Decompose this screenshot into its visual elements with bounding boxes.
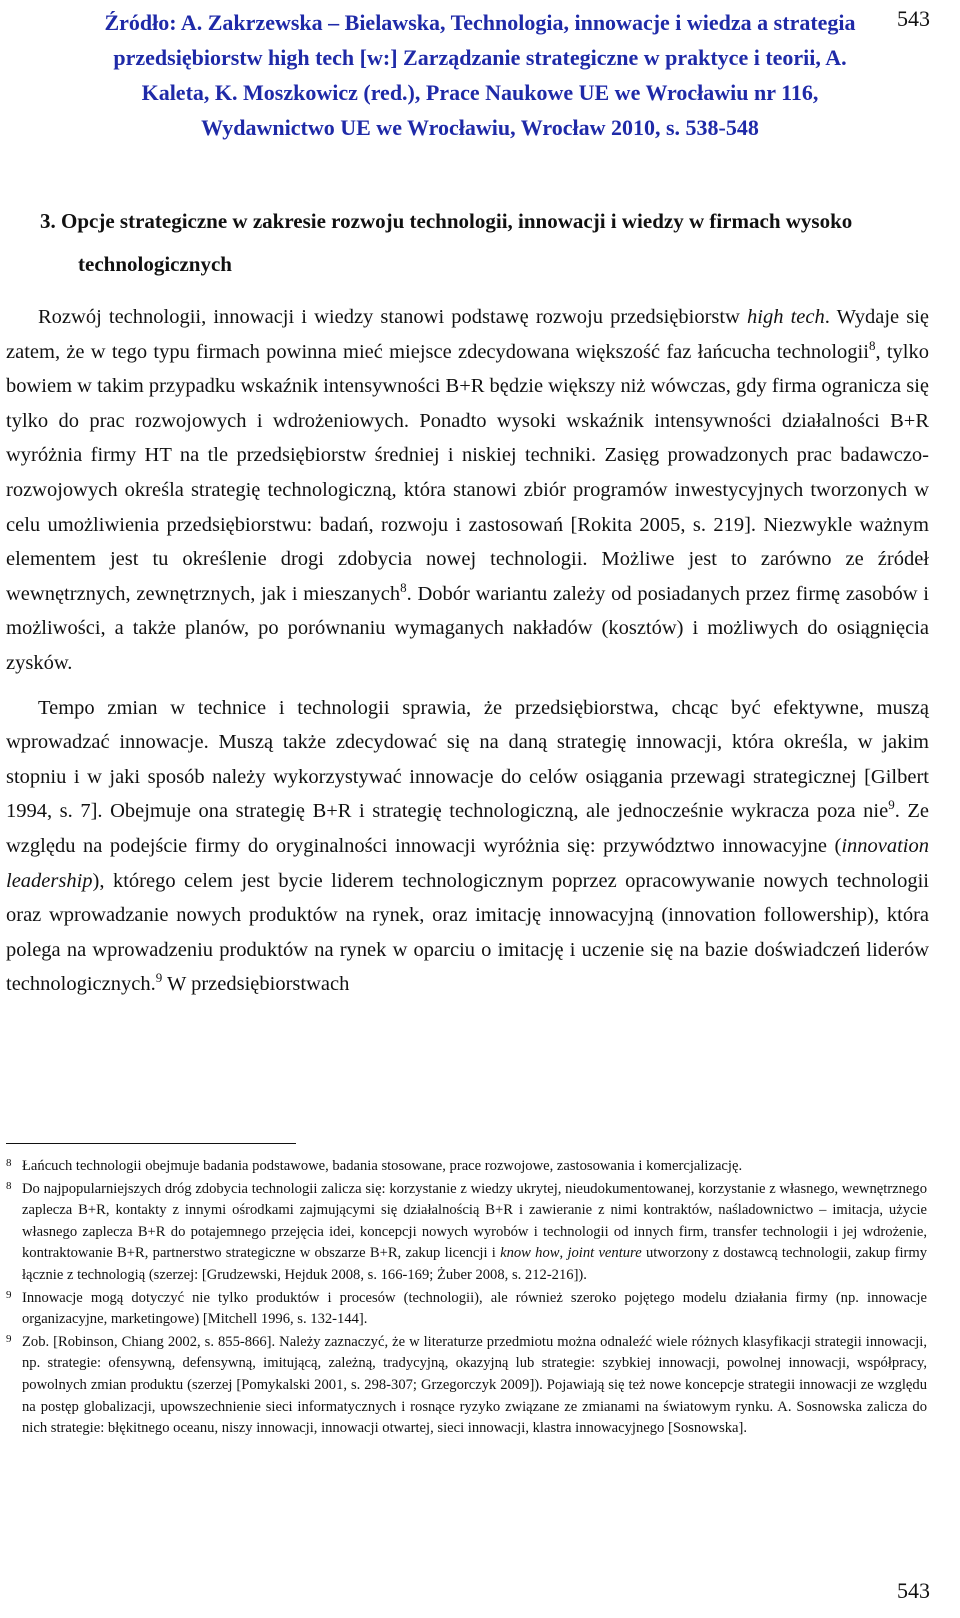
footnote-ref[interactable]: 8	[400, 579, 407, 595]
footnote-ref[interactable]: 9	[888, 797, 895, 813]
page-number-top: 543	[897, 6, 930, 31]
text-run: Rozwój technologii, innowacji i wiedzy stanowi podstawę rozwoju przedsiębiorstw	[38, 306, 748, 328]
source-line: Kaleta, K. Moszkowicz (red.), Prace Naukowe UE we Wrocławiu nr 116,	[141, 80, 819, 105]
footnote-mark: 9	[6, 1288, 12, 1301]
text-run: joint venture	[567, 1245, 642, 1262]
text-run: utworzony z dostawcą technologii, zakup firmy łącznie z technologią (szerzej: [Grudzewski, Hejduk 2008, s. 166-169; Żuber 2008, s. 212-216]).	[22, 1245, 928, 1283]
footnote-ref[interactable]: 8	[868, 337, 876, 353]
footnote-divider	[6, 1143, 296, 1144]
source-line: Wydawnictwo UE we Wrocławiu, Wrocław 2010, s. 538-548	[201, 115, 759, 140]
paragraph	[6, 300, 929, 681]
page-number-bottom: 543	[897, 1578, 930, 1603]
text-run: Łańcuch technologii obejmuje badania podstawowe, badania stosowane, prace rozwojowe, zastosowania i komercjalizację.	[22, 1158, 743, 1174]
source-line: przedsiębiorstw high tech [w:] Zarządzanie strategiczne w praktyce i teorii, A.	[113, 45, 847, 70]
footnote	[6, 1156, 927, 1178]
text-run: , tylko bowiem w takim przypadku wskaźnik intensywności B+R będzie większy niż wówczas, gdy firma ogranicza się tylko do prac rozwojowych i wdrożeniowych. Ponadto wysoki wskaźnik intensywności działalności B+R wyróżnia firmy HT na tle przedsiębiorstw średniej i niskiej techniki. Zasięg prowadzonych prac badawczo-rozwojowych określa strategię technologiczną, która stanowi zbiór programów inwestycyjnych tworzonych w celu umożliwienia przedsiębiorstwu: badań, rozwoju i zastosowań [Rokita 2005, s. 219]. Niezwykle ważnym elementem jest tu określenie drogi zdobycia nowej technologii. Możliwe jest to zarówno ze źródeł wewnętrznych, zewnętrznych, jak i mieszanych	[6, 340, 929, 605]
footnotes	[6, 1156, 927, 1441]
section-title: Opcje strategiczne w zakresie rozwoju technologii, innowacji i wiedzy w firmach wysoko technologicznych	[61, 209, 853, 276]
section-number: 3.	[40, 209, 56, 233]
source-citation	[0, 5, 960, 145]
text-run: innovation leadership	[6, 834, 929, 892]
text-run: ,	[559, 1245, 568, 1262]
text-run: Zob. [Robinson, Chiang 2002, s. 855-866]. Należy zaznaczyć, że w literaturze przedmiotu można odnaleźć wiele różnych klasyfikacji strategii innowacji, np. strategie: ofensywną, defensywną, imitującą, zależną, tradycyjną, okazyjną lub strategie: szybkiej innowacji, powolnej innowacji, współpracy, powolnych zmian produktu (szerzej [Pomykalski 2001, s. 298-307; Grzegorczyk 2009]). Pojawiają się też nowe koncepcje strategii innowacji ze względu na postęp globalizacji, upowszechnienie sieci informatycznych i rosnące ryzyko związane ze zmianami na światowym rynku. A. Sosnowska zalicza do nich strategie: błękitnego oceanu, niszy innowacji, innowacji otwartej, sieci innowacji, klastra innowacyjnego [Sosnowska].	[22, 1333, 927, 1437]
footnote	[6, 1179, 927, 1287]
text-run: high tech	[747, 306, 825, 328]
text-run: Tempo zmian w technice i technologii sprawia, że przedsiębiorstwa, chcąc być efektywne, muszą wprowadzać innowacje. Muszą także zdecydować się na daną strategię innowacji, która określa, w jakim stopniu i w jaki sposób należy wykorzystywać innowacje do celów osiągania przewagi strategicznej [Gilbert 1994, s. 7]. Obejmuje ona strategię B+R i strategię technologiczną, ale jednocześnie wykracza poza nie	[6, 696, 929, 823]
section-heading	[40, 200, 960, 286]
body-text	[6, 300, 929, 1012]
footnote-mark: 8	[6, 1157, 12, 1169]
text-run: Innowacje mogą dotyczyć nie tylko produktów i procesów (technologii), ale również szeroko pojętego modelu działania firmy (np. innowacje organizacyjne, marketingowe) [Mitchell 1996, s. 132-144].	[22, 1289, 927, 1328]
footnote-ref[interactable]: 9	[155, 970, 163, 986]
footnote-mark: 9	[6, 1332, 12, 1345]
footnote-mark: 8	[6, 1179, 12, 1192]
text-run: . Wydaje się zatem, że w tego typu firmach powinna mieć miejsce zdecydowana większość faz łańcucha technologii	[6, 306, 929, 363]
paragraph	[6, 691, 929, 1002]
text-run: W przedsiębiorstwach	[162, 973, 350, 996]
text-run: ), którego celem jest bycie liderem technologicznym poprzez opracowywanie nowych technologii oraz wprowadzanie nowych produktów na rynek, oraz imitację innowacyjną (innovation followership), która polega na wprowadzeniu produktów na rynek w oparciu o imitację i uczenie się na bazie doświadczeń liderów technologicznych.	[6, 869, 929, 996]
text-run: . Dobór wariantu zależy od posiadanych przez firmę zasobów i możliwości, a także planów, po porównaniu wymaganych nakładów (kosztów) i możliwych do osiągnięcia zysków.	[6, 582, 929, 674]
text-run: . Ze względu na podejście firmy do oryginalności innowacji wyróżnia się: przywództwo innowacyjne (	[6, 800, 930, 857]
footnote	[6, 1288, 927, 1331]
source-line: Źródło: A. Zakrzewska – Bielawska, Technologia, innowacje i wiedza a strategia	[104, 10, 856, 35]
text-run: Do najpopularniejszych dróg zdobycia technologii zalicza się: korzystanie z wiedzy ukrytej, nieudokumentowanej, korzystanie z własnego, wewnętrznego zaplecza B+R, kontakty z innymi ośrodkami zajmującymi się działalnością B+R i zawieranie z nimi kontraktów, naśladownictwo – imitacja, użycie własnego zaplecza B+R do potajemnego przejęcia idei, koncepcji nowych wyrobów i technologii od innych firm, transfer technologii i jej wdrożenie, kontraktowanie B+R, partnerstwo strategiczne w obszarze B+R, zakup licencji i	[22, 1180, 927, 1262]
footnote	[6, 1332, 927, 1440]
text-run: know how	[500, 1245, 560, 1262]
